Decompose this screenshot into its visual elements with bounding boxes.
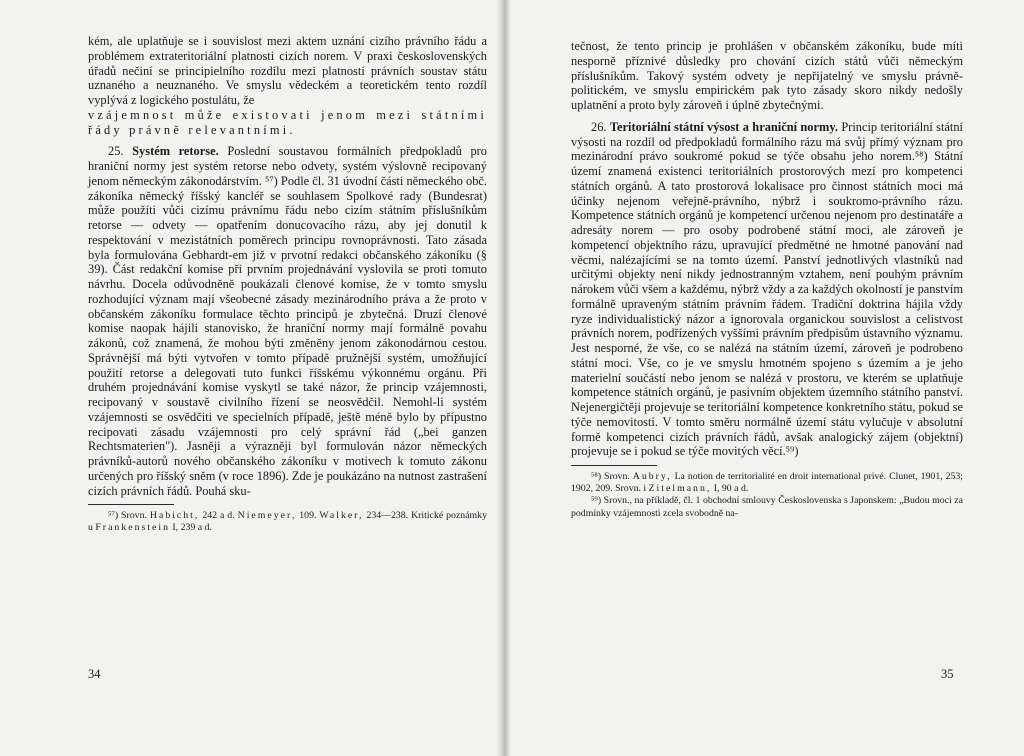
right-page bbox=[511, 0, 1024, 756]
right-text-column bbox=[571, 39, 963, 520]
footnote-rule bbox=[88, 504, 174, 505]
section-title: Systém retorse. bbox=[132, 144, 219, 159]
footnote-57 bbox=[88, 510, 487, 534]
footnote-text: La notion de territorialité en droit international privé. Clunet, 1901, 253; 1902, 209. Srovn. i bbox=[571, 471, 964, 495]
footnote-text: 242 a d. bbox=[202, 510, 235, 522]
page-number: 34 bbox=[88, 667, 101, 681]
section-text: Poslední soustavou formálních předpokladů pro hraniční normy jest systém retorse nebo odvety, systém výslovně recipovaný jenom německým zákonodárstvím. ⁵⁷) Podle čl. 31 úvodní části německého obč. zákoníka německý říšský kancléř se souhlasem Spolkové rady (Bundesrat) může použíti vůči cizímu právnímu řádu nebo cizím státním příslušníkům retorse — odvety — opatřením donucovacího rázu, aby jej donutil k respektování v mezistátních poměrech principu rovnoprávnosti. Tato zásada byla formulována Gebhardt-em již v prvotní redakci občanského zákoníku (§ 39). Část redakční komise při prvním projednávání vyslovila se proti tomuto návrhu. Docela odůvodněně poukázali členové komise, že v tomto smyslu rozhodující význam mají všeobecné zásady mezinárodního práva a že proto v občanském zákoníku formulace těchto principů je zbytečná. Druzí členové komise naopak hájili stanovisko, že hraniční normy mají formálně povahu zákonů, což znamená, že mohou býti změněny jenom zákonodárnou cestou. Správnější má býti vytvořen v tomto případě pružnější systém, umožňující použití retorse a delegovati tuto funkci říšskému výkonnému orgánu. Při druhém projednávání komise vyskytl se také názor, že princip vzájemnosti, recipovaný v soustavě civilního řízení se neosvědčil. Nemohl-li systém vzájemnosti se osvědčiti ve specielních případě, ještě méně bylo by přípustno recipovati zásadu vzájemnosti pro celý správní řád („bei ganzen Rechtsmaterien"). Jasněji a výrazněji byl formulován názor německých právníků-autorů nového občanského zákoníku v motivech k tomuto zákonu určených pro říšský sněm (v roce 1896). Zde je poukázáno na nutnost zastrašení cizích právních řádů. Pouhá sku- bbox=[88, 144, 487, 498]
footnote-author: Walker, bbox=[319, 510, 364, 522]
paragraph: kém, ale uplatňuje se i souvislost mezi aktem uznání cizího právního řádu a problémem extrateritoriální platnosti cizích norem. V praxi československých úřadů nečiní se principielního rozdílu mezi platností právních soustav státu uznaného a neuznaného. Ve smyslu vědeckém a teoretickém tento rozdíl vyplývá z logického postulátu, že bbox=[88, 34, 487, 107]
left-page bbox=[0, 0, 498, 756]
footnote-text: I, 239 a d. bbox=[172, 522, 212, 534]
section-number: 25. bbox=[108, 144, 124, 159]
section-title: Teritoriální státní výsost a hraniční normy. bbox=[609, 119, 838, 134]
footnote-author: Habicht, bbox=[149, 510, 200, 522]
footnote-author: Zitelmann, bbox=[648, 483, 712, 495]
spacer bbox=[571, 113, 963, 120]
section-25 bbox=[88, 144, 487, 498]
footnote-text: I, 90 a d. bbox=[713, 483, 749, 495]
footnote-author: Frankenstein bbox=[95, 522, 170, 534]
book-gutter bbox=[497, 0, 511, 756]
left-text-column bbox=[88, 34, 487, 535]
footnote-author: Niemeyer, bbox=[237, 510, 297, 522]
footnote-text: ⁵⁸) Srovn. bbox=[591, 471, 630, 482]
section-26 bbox=[571, 120, 963, 459]
paragraph: tečnost, že tento princip je prohlášen v občanském zákoníku, bude míti nesporně příznivé důsledky pro chování cizích států vůči německým příslušníkům. Takový systém odvety je nepřijatelný ve smyslu právně-politickém, ve smyslu empirickém pak tyto zásady skoro nikdy nedošly uplatnění a proto byly zároveň i úplně zbytečnými. bbox=[571, 39, 963, 112]
section-number: 26. bbox=[591, 119, 607, 134]
footnote-author: Aubry, bbox=[632, 471, 672, 482]
spacer bbox=[88, 137, 487, 144]
footnote-text: 109. bbox=[299, 510, 317, 522]
page-number: 35 bbox=[941, 667, 954, 681]
footnote-text: 234—238. Kritické poznámky u bbox=[88, 510, 487, 534]
paragraph-spaced: vzájemnost může existovati jenom mezi státními řády právně relevantními. bbox=[88, 107, 487, 137]
footnote-rule bbox=[571, 465, 657, 466]
footnote-text: ⁵⁷) Srovn. bbox=[108, 510, 147, 522]
footnote-59: ⁵⁹) Srovn., na příkladě, čl. 1 obchodní smlouvy Československa s Japonskem: „Budou moci za podmínky vzájemnosti zcela svobodně na- bbox=[571, 495, 963, 519]
section-text: Princip teritoriální státní výsosti na rozdíl od předpokladů formálního rázu má svůj přímý význam pro mezinárodní právo soukromé pokud se týče obsahu jeho norem.⁵⁸) Státní území znamená existenci teritoriálních prostorových mezí pro kompetenci státních orgánů. A tato prostorová lokalisace pro činnost státních moci má účinky nejenom veřejně-právního, nýbrž i soukromo-právního rázu. Kompetence státních orgánů je kompetencí určenou nejenom pro destinatáře a adresáty norem — pro osoby podrobené státní moci, ale zároveň je kompetencí objektního rázu, upravující předmětné ne hmotné panování nad věcmi, nalézajícími se na tomto území. Panství jednotlivých vlastníků nad určitými objekty není nikdy jednostranným vztahem, není pouhým právním nárokem vůči všem a každému, nýbrž vždy a za každých okolností je panstvím formálně upraveným státním právním řádem. Tradiční doktrina hájila vždy ryze individualistický názor a ignorovala organickou souvislost a celistvost právních norem, podřízených vyššími právním předpisům ústavního významu. Jest nesporné, že vše, co se nalézá na státním území, zároveň je podrobeno státní moci. Vše, co je ve smyslu hmotném spojeno s územím a je jeho materielní součástí nebo jenom se nalézá v prostoru, ve kterém se uplatňuje kompetence státních orgánů, je pasivním objektem územního státního panství. Nejenergičtěji projevuje se teritoriální kompetence konkretního státu, pokud se týče nemovitostí. V tomto směru normálně území státu vylučuje v absolutní formě kompetenci cizích právních řádů, avšak analogický zájem (objektní) projevuje se i pokud se týče movitých věcí.⁵⁹) bbox=[571, 119, 963, 459]
footnote-58 bbox=[571, 471, 963, 495]
